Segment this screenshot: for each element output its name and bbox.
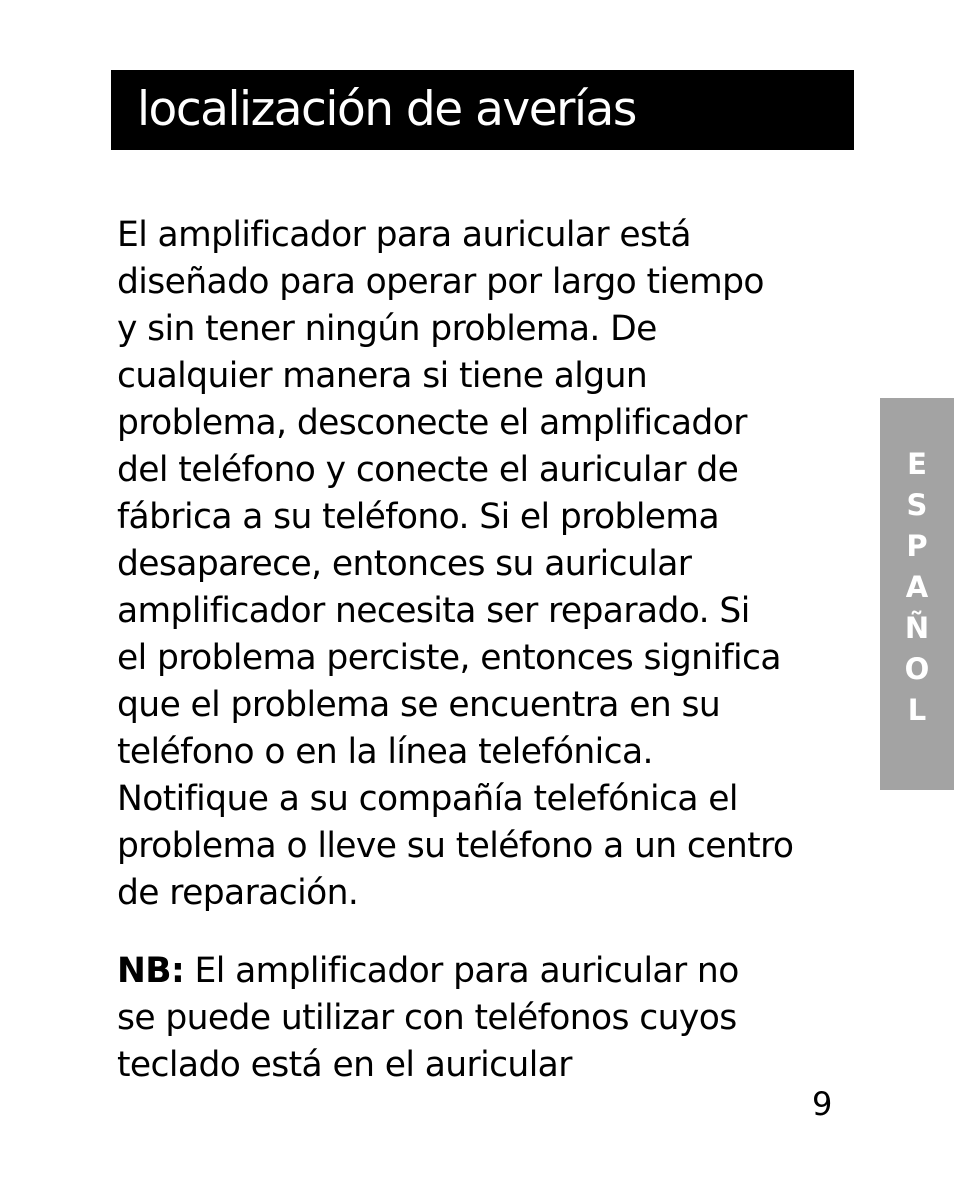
body-line: El amplificador para auricular está xyxy=(117,215,691,255)
note-line: se puede utilizar con teléfonos cuyos xyxy=(117,998,737,1038)
language-tab-label: ESPAÑOL xyxy=(904,447,930,727)
page-number: 9 xyxy=(812,1085,833,1123)
body-paragraph xyxy=(117,212,852,917)
body-line: fábrica a su teléfono. Si el problema xyxy=(117,497,719,537)
body-line: problema o lleve su teléfono a un centro xyxy=(117,826,794,866)
section-header-bar xyxy=(111,70,854,150)
note-line: teclado está en el auricular xyxy=(117,1045,572,1085)
body-line: teléfono o en la línea telefónica. xyxy=(117,732,653,772)
body-line: que el problema se encuentra en su xyxy=(117,685,721,725)
note-first-line xyxy=(117,948,852,995)
note-first-line-text: El amplificador para auricular no xyxy=(184,951,739,991)
body-line: de reparación. xyxy=(117,873,359,913)
body-line: y sin tener ningún problema. De xyxy=(117,309,657,349)
note-label: NB: xyxy=(117,951,185,991)
body-line: el problema perciste, entonces significa xyxy=(117,638,781,678)
body-line: amplificador necesita ser reparado. Si xyxy=(117,591,750,631)
note-paragraph xyxy=(117,948,852,1089)
body-line: cualquier manera si tiene algun xyxy=(117,356,648,396)
body-line: diseñado para operar por largo tiempo xyxy=(117,262,764,302)
language-side-tab xyxy=(880,398,954,790)
body-line: problema, desconecte el amplificador xyxy=(117,403,747,443)
body-line: Notifique a su compañía telefónica el xyxy=(117,779,738,819)
body-line: del teléfono y conecte el auricular de xyxy=(117,450,739,490)
body-line: desaparece, entonces su auricular xyxy=(117,544,692,584)
page-title: localización de averías xyxy=(137,82,636,137)
